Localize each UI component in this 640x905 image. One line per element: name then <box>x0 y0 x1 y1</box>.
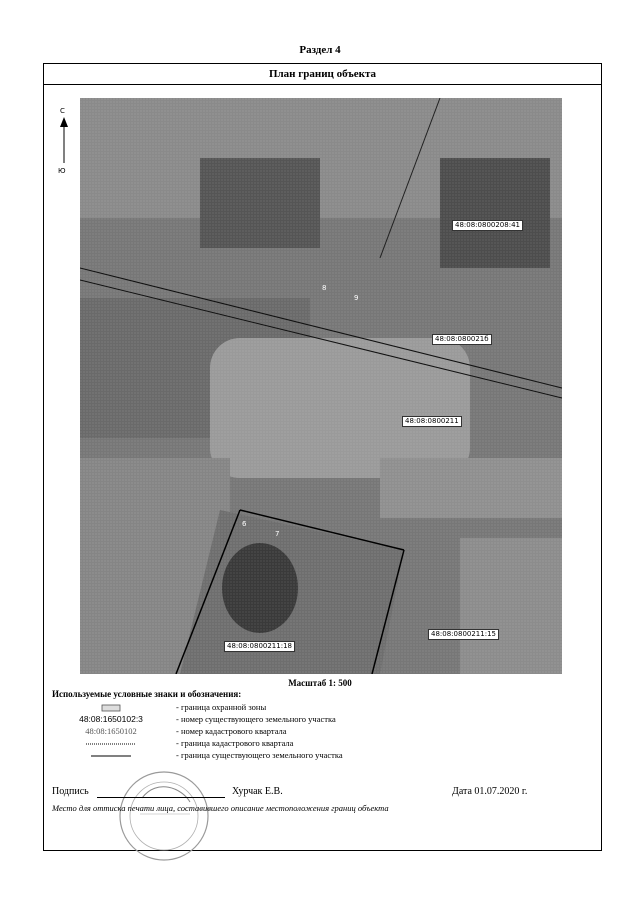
legend-text: - номер существующего земельного участка <box>176 714 336 724</box>
legend-symbol <box>52 702 170 713</box>
legend-symbol <box>52 750 170 761</box>
quarter-label: 48:08:080021б <box>432 334 492 345</box>
parcel-label: 48:08:0800211:15 <box>428 629 499 640</box>
legend-symbol <box>52 738 170 749</box>
legend-item <box>52 750 452 761</box>
north-arrow-icon <box>59 117 69 165</box>
parcel-label: 48:08:0800211:18 <box>224 641 295 652</box>
stamp-icon <box>112 768 216 864</box>
legend-item <box>52 726 452 737</box>
point-label: 8 <box>322 284 327 292</box>
aerial-map <box>80 98 562 674</box>
legend-text: - граница существующего земельного участка <box>176 750 343 760</box>
solid-line-icon <box>91 753 131 759</box>
point-label: 7 <box>275 530 280 538</box>
compass-north: С <box>60 107 65 115</box>
point-label: 9 <box>354 294 359 302</box>
compass-south: Ю <box>58 167 66 175</box>
legend-item <box>52 738 452 749</box>
signature-row <box>52 786 552 800</box>
hatch-zone-icon <box>101 704 121 712</box>
legend-item <box>52 702 452 713</box>
signer-name: Хурчак Е.В. <box>232 786 283 797</box>
dotted-line-icon <box>86 741 136 747</box>
legend-title: Используемые условные знаки и обозначения: <box>52 689 242 699</box>
parcel-label: 48:08:0800211 <box>402 416 462 427</box>
legend-symbol: 48:08:1650102:3 <box>79 714 143 724</box>
compass <box>55 107 75 177</box>
point-label: 6 <box>242 520 247 528</box>
stamp-place-note: Место для оттиска печати лица, составившего описание местоположения границ объекта <box>52 803 389 813</box>
signature-label: Подпись <box>52 786 89 797</box>
plan-header: План границ объекта <box>43 63 602 85</box>
scale-label: Масштаб 1: 500 <box>288 678 352 688</box>
parcel-label: 48:08:0800208:41 <box>452 220 523 231</box>
date-text: Дата 01.07.2020 г. <box>452 786 528 797</box>
map-image <box>80 98 562 674</box>
legend-item <box>52 714 452 725</box>
legend-text: - граница кадастрового квартала <box>176 738 294 748</box>
legend-symbol: 48:08:1650102 <box>85 726 137 736</box>
section-title: Раздел 4 <box>299 44 341 56</box>
signature-line <box>97 797 225 798</box>
legend-text: - граница охранной зоны <box>176 702 267 712</box>
legend-text: - номер кадастрового квартала <box>176 726 287 736</box>
